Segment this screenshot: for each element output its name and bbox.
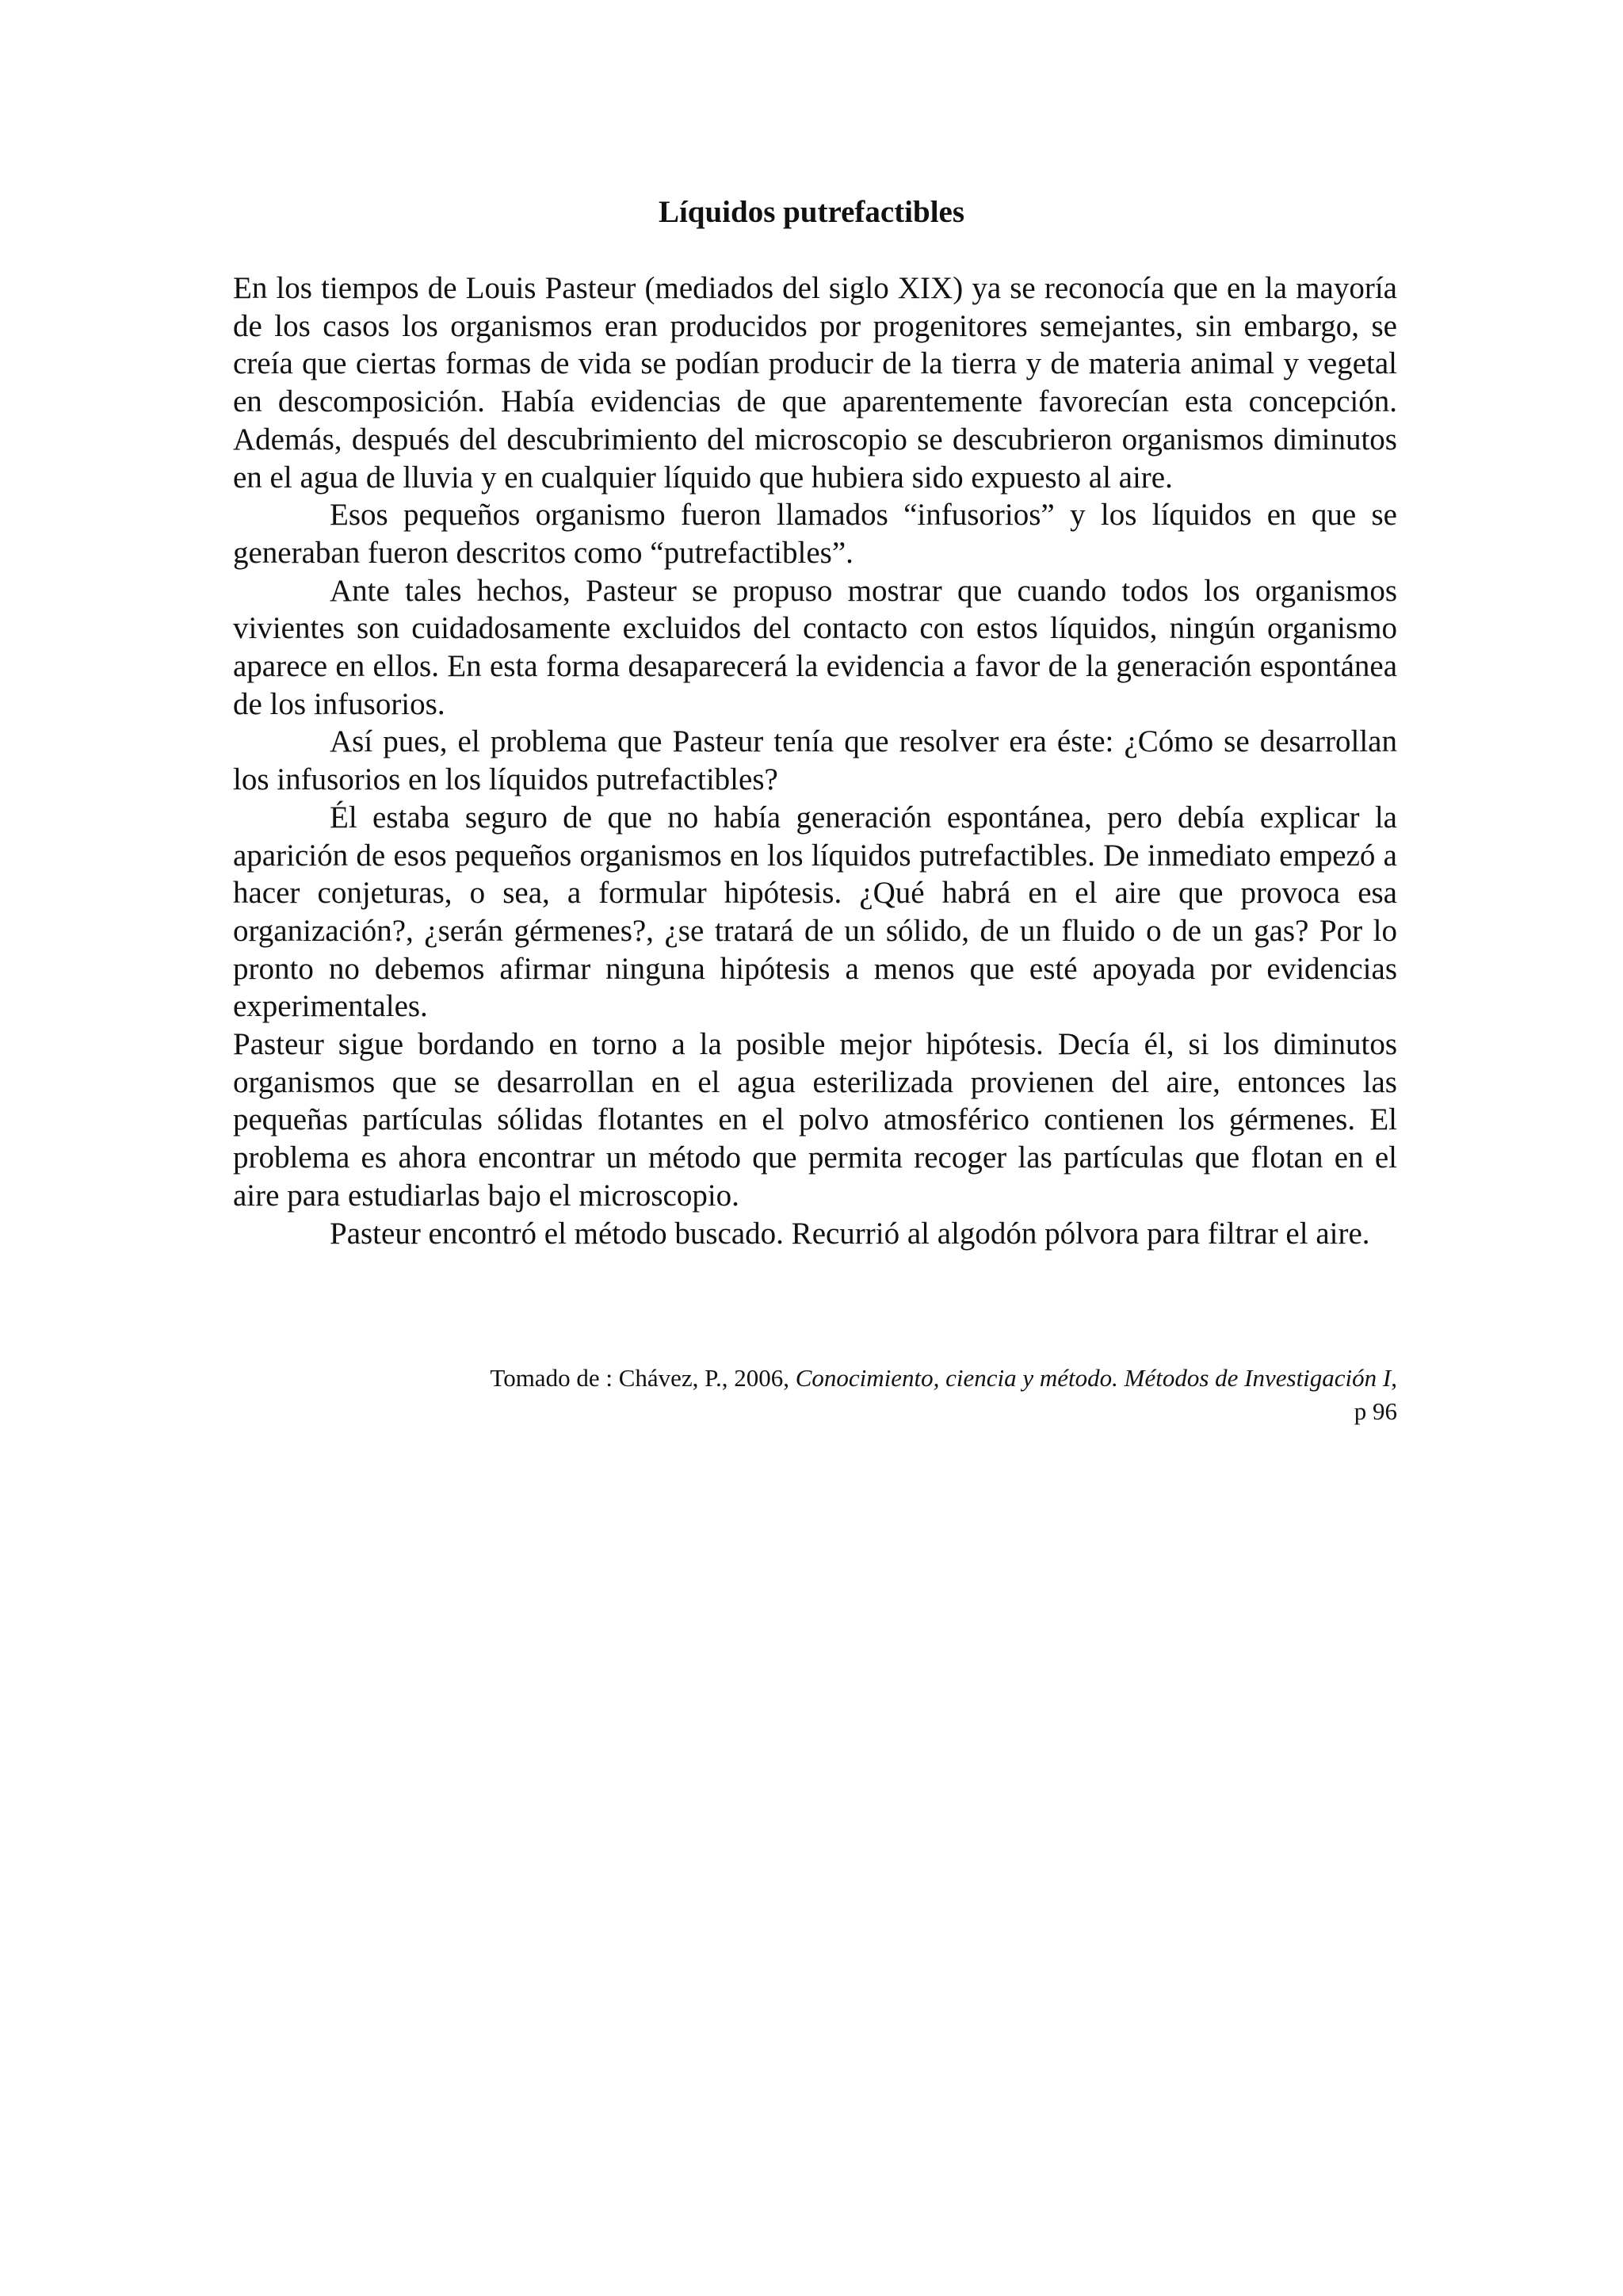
page-title: Líquidos putrefactibles (658, 195, 965, 229)
citation-page: p 96 (1354, 1397, 1397, 1425)
source-citation (233, 1362, 1397, 1428)
paragraph-6: Pasteur sigue bordando en torno a la posible mejor hipótesis. Decía él, si los diminutos organismos que se desarrollan en el agua esterilizada provienen del aire, entonces las pequeñas partículas sólidas flotantes en el polvo atmosférico contienen los gérmenes. El problema es ahora encontrar un método que permita recoger las partículas que flotan en el aire para estudiarlas bajo el microscopio. (233, 1027, 1397, 1213)
paragraph-5: Él estaba seguro de que no había generación espontánea, pero debía explicar la aparición de esos pequeños organismos en los líquidos putrefactibles. De inmediato empezó a hacer conjeturas, o sea, a formular hipótesis. ¿Qué habrá en el aire que provoca esa organización?, ¿serán gérmenes?, ¿se tratará de un sólido, de un fluido o de un gas? Por lo pronto no debemos afirmar ninguna hipótesis a menos que esté apoyada por evidencias experimentales. (233, 800, 1397, 1024)
paragraph-2: Esos pequeños organismo fueron llamados “infusorios” y los líquidos en que se generaban fueron descritos como “putrefactibles”. (233, 498, 1397, 570)
paragraph-4: Así pues, el problema que Pasteur tenía que resolver era éste: ¿Cómo se desarrollan los infusorios en los líquidos putrefactibles? (233, 724, 1397, 797)
body-text (233, 269, 1397, 1252)
paragraph-7: Pasteur encontró el método buscado. Recurrió al algodón pólvora para filtrar el aire. (330, 1216, 1370, 1251)
citation-work-title: Conocimiento, ciencia y método. Métodos de Investigación I (795, 1364, 1392, 1392)
citation-prefix: Tomado de : Chávez, P., 2006, (490, 1364, 796, 1392)
paragraph-1: En los tiempos de Louis Pasteur (mediados del siglo XIX) ya se reconocía que en la mayoría de los casos los organismos eran producidos por progenitores semejantes, sin embargo, se creía que ciertas formas de vida se podían producir de la tierra y de materia animal y vegetal en descomposición. Había evidencias de que aparentemente favorecían esta concepción. Además, después del descubrimiento del microscopio se descubrieron organismos diminutos en el agua de lluvia y en cualquier líquido que hubiera sido expuesto al aire. (233, 271, 1397, 495)
paragraph-3: Ante tales hechos, Pasteur se propuso mostrar que cuando todos los organismos vivientes son cuidadosamente excluidos del contacto con estos líquidos, ningún organismo aparece en ellos. En esta forma desaparecerá la evidencia a favor de la generación espontánea de los infusorios. (233, 573, 1397, 721)
citation-suffix: , (1391, 1364, 1397, 1392)
